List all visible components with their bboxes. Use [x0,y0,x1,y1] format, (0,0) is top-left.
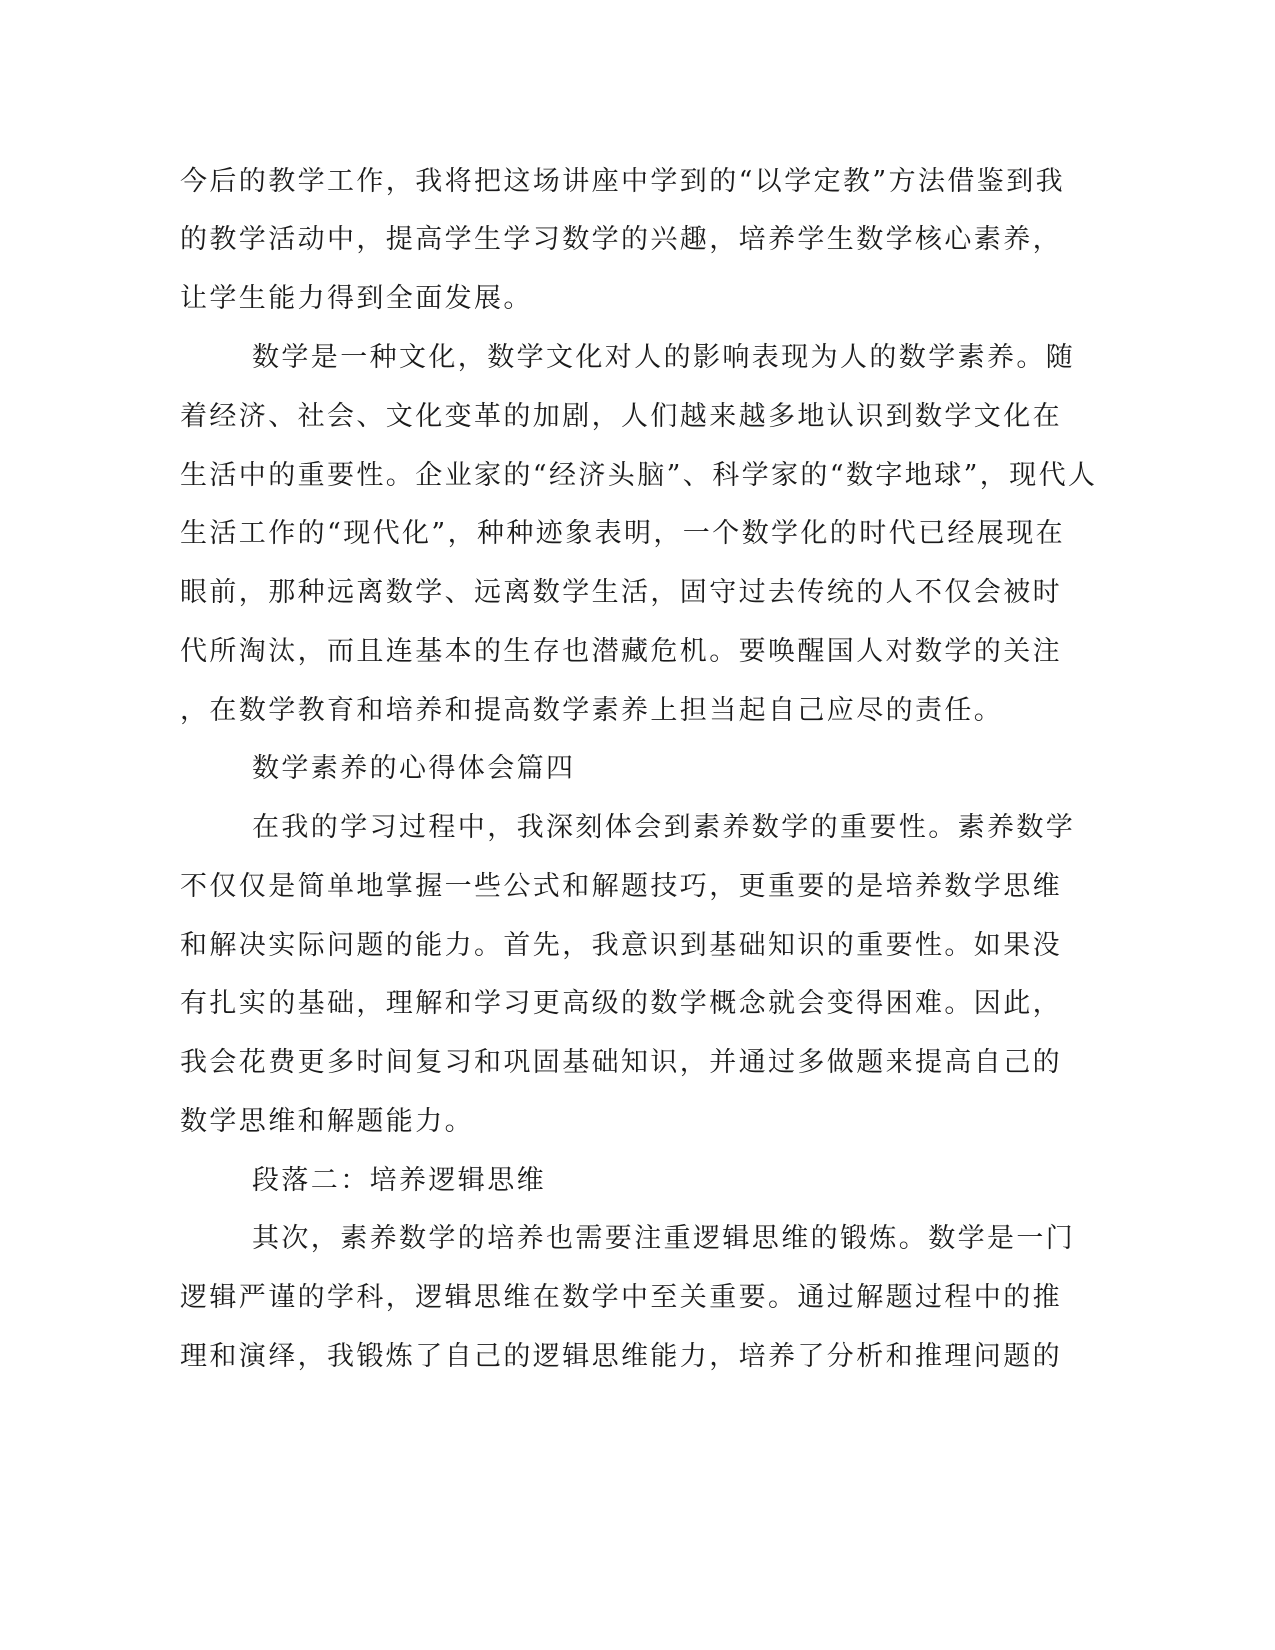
text-line: 我会花费更多时间复习和巩固基础知识，并通过多做题来提高自己的 [180,1047,1062,1078]
text-line: 眼前，那种远离数学、远离数学生活，固守过去传统的人不仅会被时 [180,577,1062,608]
text-line: 代所淘汰，而且连基本的生存也潜藏危机。要唤醒国人对数学的关注 [180,636,1062,667]
text-line: 逻辑严谨的学科，逻辑思维在数学中至关重要。通过解题过程中的推 [180,1282,1062,1313]
section-heading: 数学素养的心得体会篇四 [252,753,576,784]
text-line: 生活中的重要性。企业家的“经济头脑”、科学家的“数字地球”，现代人 [180,460,1098,491]
text-line: 的教学活动中，提高学生学习数学的兴趣，培养学生数学核心素养， [180,224,1062,255]
text-line: 数学是一种文化，数学文化对人的影响表现为人的数学素养。随 [252,342,1076,373]
text-line: ，在数学教育和培养和提高数学素养上担当起自己应尽的责任。 [180,695,1004,726]
text-line: 在我的学习过程中，我深刻体会到素养数学的重要性。素养数学 [252,812,1076,843]
section-heading: 段落二：培养逻辑思维 [252,1165,546,1196]
text-line: 和解决实际问题的能力。首先，我意识到基础知识的重要性。如果没 [180,930,1062,961]
text-line: 生活工作的“现代化”，种种迹象表明，一个数学化的时代已经展现在 [180,518,1066,549]
text-line: 数学思维和解题能力。 [180,1106,474,1137]
text-line: 有扎实的基础，理解和学习更高级的数学概念就会变得困难。因此， [180,988,1062,1019]
text-line: 让学生能力得到全面发展。 [180,283,533,314]
text-line: 不仅仅是简单地掌握一些公式和解题技巧，更重要的是培养数学思维 [180,871,1062,902]
text-line: 理和演绎，我锻炼了自己的逻辑思维能力，培养了分析和推理问题的 [180,1341,1062,1372]
text-line: 其次，素养数学的培养也需要注重逻辑思维的锻炼。数学是一门 [252,1223,1076,1254]
text-line: 着经济、社会、文化变革的加剧，人们越来越多地认识到数学文化在 [180,401,1062,432]
text-line: 今后的教学工作，我将把这场讲座中学到的“以学定教”方法借鉴到我 [180,166,1066,197]
